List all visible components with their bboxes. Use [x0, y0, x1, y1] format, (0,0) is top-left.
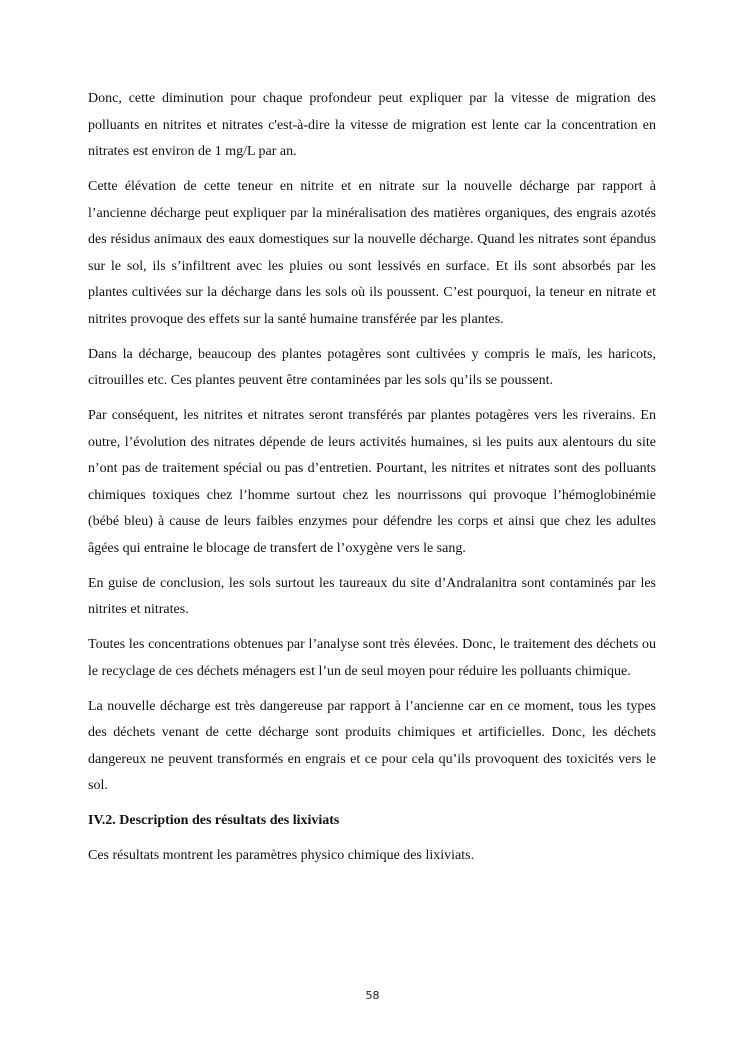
paragraph-vegetable-plants: Dans la décharge, beaucoup des plantes potagères sont cultivées y compris le maïs, les haricots, citrouilles etc. Ces plantes peuvent être contaminées par les sols qu’ils se poussent. — [88, 346, 656, 388]
paragraph-migration-speed: Donc, cette diminution pour chaque profondeur peut expliquer par la vitesse de migration des polluants en nitrites et nitrates c'est-à-dire la vitesse de migration est lente car la concentration en nitrates est environ de 1 mg/L par an. — [88, 91, 656, 159]
paragraph-health-effects: Par conséquent, les nitrites et nitrates seront transférés par plantes potagères vers les riverains. En outre, l’évolution des nitrates dépende de leurs activités humaines, si les puits aux alentours du site n’ont pas de traitement spécial ou pas d’entretien. Pourtant, les nitrites et nitrates sont des polluants chimiques toxiques chez l’homme surtout chez les nourrissons qui provoque l’hémoglobinémie (bébé bleu) à cause de leurs faibles enzymes pour défendre les corps et ainsi que chez les adultes âgées qui entraine le blocage de transfert de l’oxygène vers le sang. — [88, 408, 656, 556]
section-heading: IV.2. Description des résultats des lixiviats — [88, 813, 340, 828]
page-number: 58 — [365, 989, 380, 1002]
paragraph-conclusion: En guise de conclusion, les sols surtout les taureaux du site d’Andralanitra sont contaminés par les nitrites et nitrates. — [88, 575, 656, 617]
paragraph-new-landfill: La nouvelle décharge est très dangereuse par rapport à l’ancienne car en ce moment, tous les types des déchets venant de cette décharge sont produits chimiques et artificielles. Donc, les déchets dangereux ne peuvent transformés en engrais et ce pour cela qu’ils provoquent des toxicités vers le sol. — [88, 698, 656, 793]
paragraph-concentrations: Toutes les concentrations obtenues par l’analyse sont très élevées. Donc, le traitement des déchets ou le recyclage de ces déchets ménagers est l’un de seul moyen pour réduire les polluants chimique. — [88, 637, 656, 679]
document-body — [88, 86, 656, 878]
paragraph-leachate-results: Ces résultats montrent les paramètres physico chimique des lixiviats. — [88, 848, 475, 863]
paragraph-nitrate-elevation: Cette élévation de cette teneur en nitrite et en nitrate sur la nouvelle décharge par rapport à l’ancienne décharge peut expliquer par la minéralisation des matières organiques, des engrais azotés des résidus animaux des eaux domestiques sur la nouvelle décharge. Quand les nitrates sont épandus sur le sol, ils s’infiltrent avec les pluies ou sont lessivés en surface. Et ils sont absorbés par les plantes cultivées sur la décharge dans les sols où ils poussent. C’est pourquoi, la teneur en nitrate et nitrites provoque des effets sur la santé humaine transférée par les plantes. — [88, 179, 656, 327]
